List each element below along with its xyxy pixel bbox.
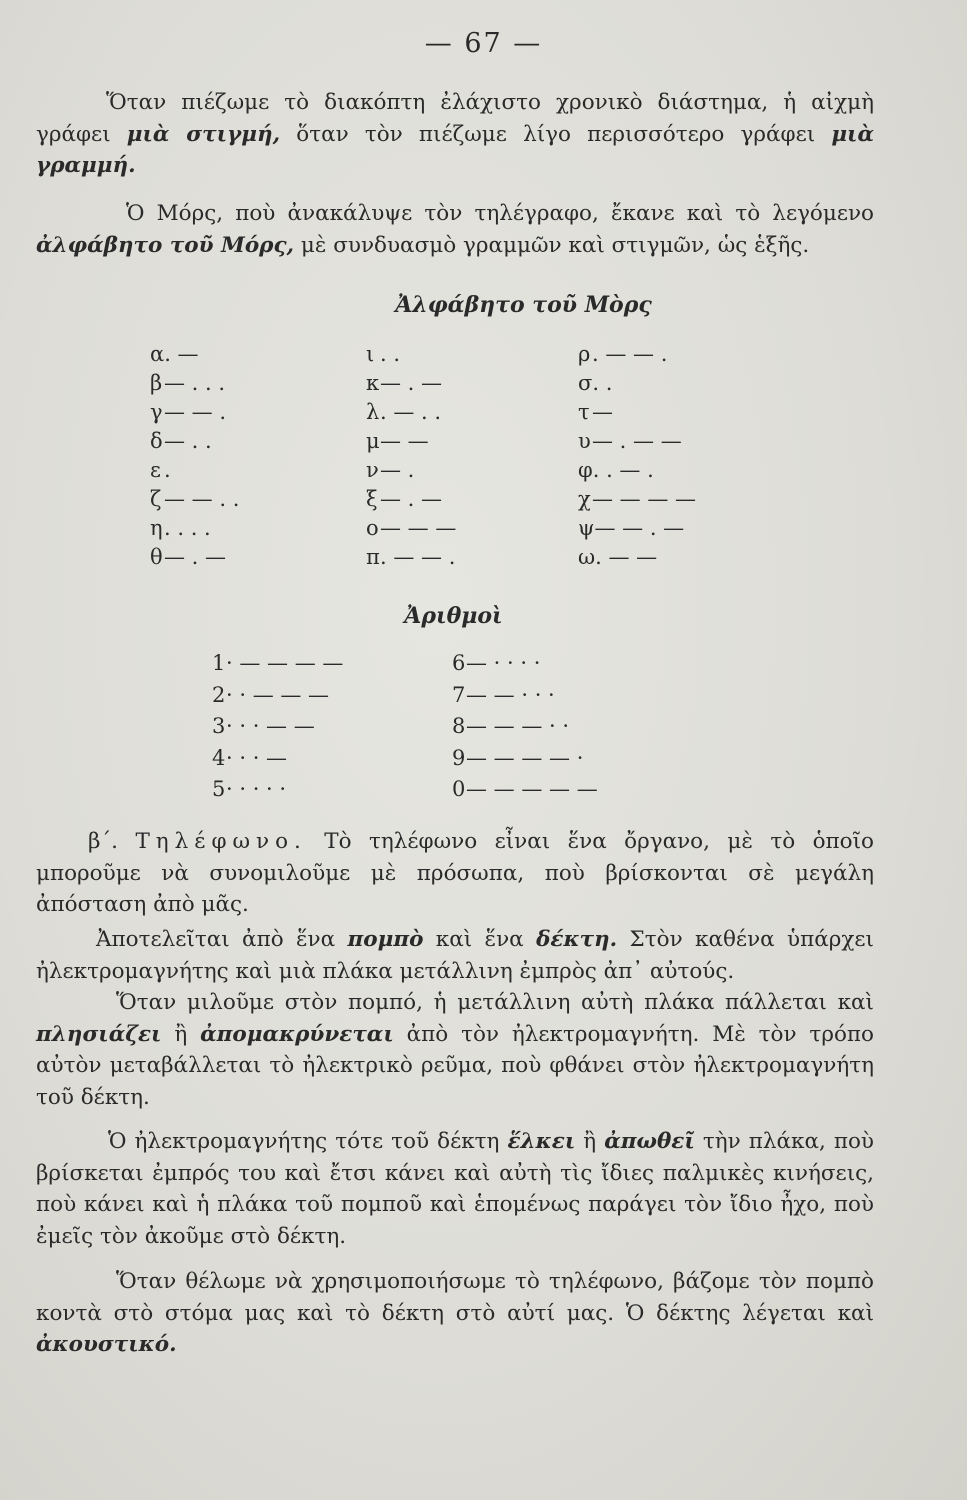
number-row bbox=[452, 680, 598, 712]
morse-letter: ι bbox=[366, 342, 375, 366]
number-code: · — — — — bbox=[226, 651, 344, 675]
morse-letter: ψ bbox=[578, 516, 595, 540]
number-code: — — — — · bbox=[466, 745, 584, 770]
emphasis-attracts: ἕλκει bbox=[507, 1129, 576, 1154]
morse-code: — . . . bbox=[164, 371, 226, 395]
morse-code: — . bbox=[380, 458, 415, 482]
paragraph-morse-intro bbox=[36, 198, 874, 261]
numbers-column-2 bbox=[452, 648, 598, 806]
paragraph-text: ἀπὸ τὸν ἠλεκτρομαγνήτη. Μὲ τὸν τρόπο αὐτὸν μεταβάλλεται τὸ ἠλεκτρικὸ ρεῦμα, ποὺ φθάνει στὸν ἠλεκτρομαγνήτη τοῦ δέκτη. bbox=[36, 1021, 874, 1110]
morse-code: — . — — bbox=[592, 429, 682, 453]
morse-code: — . . bbox=[164, 429, 212, 453]
morse-row bbox=[578, 485, 696, 514]
morse-row bbox=[578, 427, 696, 456]
number-row bbox=[452, 743, 598, 775]
paragraph-text: Ἀποτελεῖται ἀπὸ ἕνα bbox=[96, 927, 348, 952]
morse-code: — — . — bbox=[594, 516, 685, 540]
morse-row bbox=[366, 398, 456, 427]
morse-code: — bbox=[592, 400, 613, 424]
morse-letter: ρ bbox=[578, 342, 591, 366]
number-code: — — — — — bbox=[466, 777, 598, 801]
paragraph-telegraph-dots bbox=[36, 87, 874, 182]
number-digit: 4 bbox=[212, 745, 226, 770]
section-title: Τηλέφωνο. bbox=[135, 829, 307, 854]
morse-row bbox=[366, 340, 456, 369]
number-row bbox=[452, 648, 598, 680]
paragraph-text: ὅταν τὸν πιέζωμε λίγο περισσότερο γράφει bbox=[280, 121, 832, 147]
morse-code: . . . . bbox=[164, 516, 211, 540]
number-row bbox=[452, 774, 598, 806]
emphasis-recedes: ἀπομακρύνεται bbox=[200, 1021, 394, 1047]
morse-code: — . — bbox=[164, 545, 227, 569]
morse-row bbox=[150, 456, 239, 485]
morse-row bbox=[366, 543, 456, 572]
morse-code: — . — bbox=[380, 371, 443, 395]
number-code: — — · · · bbox=[466, 682, 555, 707]
morse-letter: μ bbox=[366, 429, 380, 453]
morse-row bbox=[150, 427, 239, 456]
number-code: · · · — bbox=[226, 745, 288, 770]
number-digit: 2 bbox=[212, 682, 226, 707]
number-row bbox=[212, 774, 343, 806]
number-row bbox=[452, 711, 598, 743]
morse-letter: σ bbox=[578, 371, 593, 395]
emphasis-dot: μιὰ στιγμή, bbox=[126, 121, 281, 147]
paragraph-text: Ὁ ἠλεκτρομαγνήτης τότε τοῦ δέκτη bbox=[108, 1129, 508, 1154]
morse-row bbox=[578, 398, 696, 427]
morse-column-1 bbox=[150, 340, 239, 572]
section-label: β΄. bbox=[88, 829, 119, 854]
morse-letter: ω bbox=[578, 545, 596, 569]
morse-code: . — — . bbox=[380, 545, 456, 569]
paragraph-text: Ὅταν μιλοῦμε στὸν πομπό, ἡ μετάλλινη αὐτὴ πλάκα πάλλεται καὶ bbox=[116, 990, 874, 1015]
morse-letter: υ bbox=[578, 429, 591, 453]
morse-letter: δ bbox=[150, 429, 163, 453]
number-digit: 3 bbox=[212, 714, 226, 738]
morse-code: . . — . bbox=[592, 458, 654, 482]
emphasis-transmitter: πομπὸ bbox=[347, 927, 424, 952]
morse-code: — — . bbox=[164, 400, 227, 424]
paragraph-transmitter-operation bbox=[36, 987, 874, 1113]
morse-code: . — — bbox=[595, 545, 658, 569]
paragraph-text: Στὸν καθένα ὑπάρχει ἠλεκτρομαγνήτης καὶ μιὰ πλάκα μετάλλινη ἐμπρὸς ἀπ᾿ αὐτούς. bbox=[36, 927, 874, 984]
number-code: — — — · · bbox=[466, 714, 570, 738]
numbers-heading: Ἀριθμοὶ bbox=[404, 603, 503, 629]
paragraph-telephone-usage bbox=[36, 1266, 874, 1361]
morse-letter: λ bbox=[366, 400, 380, 424]
morse-row bbox=[578, 543, 696, 572]
morse-letter: ο bbox=[366, 516, 379, 540]
morse-row bbox=[150, 485, 239, 514]
morse-letter: θ bbox=[150, 545, 163, 569]
morse-letter: ξ bbox=[366, 487, 378, 511]
morse-code: . — — . bbox=[592, 342, 668, 366]
morse-letter: γ bbox=[150, 400, 163, 424]
paragraph-text: ἢ bbox=[575, 1129, 605, 1154]
paragraph-text: μὲ συνδυασμὸ γραμμῶν καὶ στιγμῶν, ὡς ἑξῆς. bbox=[294, 232, 810, 258]
number-digit: 7 bbox=[452, 682, 466, 707]
morse-letter: φ bbox=[578, 458, 593, 482]
morse-row bbox=[366, 369, 456, 398]
morse-row bbox=[578, 514, 696, 543]
morse-code: — — — — bbox=[592, 487, 697, 511]
paragraph-text: Τὸ τηλέφωνο εἶναι ἕνα ὄργανο, μὲ τὸ ὁποῖο μποροῦμε νὰ συνομιλοῦμε μὲ πρόσωπα, ποὺ βρίσκονται σὲ μεγάλη ἀπόσταση ἀπὸ μᾶς. bbox=[36, 829, 874, 917]
morse-letter: π bbox=[366, 545, 380, 569]
morse-code: . . bbox=[380, 342, 401, 366]
morse-row bbox=[578, 456, 696, 485]
morse-letter: ν bbox=[366, 458, 379, 482]
number-digit: 5 bbox=[212, 777, 226, 801]
morse-row bbox=[150, 340, 239, 369]
paragraph-text: καὶ ἕνα bbox=[423, 927, 537, 952]
paragraph-text: Ὁ Μόρς, ποὺ ἀνακάλυψε τὸν τηλέγραφο, ἔκανε καὶ τὸ λεγόμενο bbox=[126, 201, 874, 226]
paragraph-text: ἢ bbox=[161, 1021, 201, 1047]
morse-letter: ε bbox=[150, 458, 161, 482]
morse-row bbox=[366, 514, 456, 543]
number-code: · · — — — bbox=[226, 682, 330, 707]
number-digit: 9 bbox=[452, 745, 466, 770]
emphasis-repels: ἀπωθεῖ bbox=[604, 1129, 695, 1154]
number-digit: 6 bbox=[452, 651, 466, 675]
paragraph-telephone-definition bbox=[36, 826, 874, 921]
numbers-column-1 bbox=[212, 648, 343, 806]
number-digit: 0 bbox=[452, 777, 466, 801]
morse-code: . — . . bbox=[380, 400, 442, 424]
number-row bbox=[212, 648, 343, 680]
paragraph-text: τὴν πλάκα, ποὺ βρίσκεται ἐμπρός του καὶ ἔτσι κάνει καὶ αὐτὴ τὶς ἴδιες παλμικὲς κινήσεις, ποὺ κάνει καὶ ἡ πλάκα τοῦ πομποῦ καὶ ἑπομένως παράγει τὸν ἴδιο ἦχο, ποὺ ἐμεῖς τὸν ἀκοῦμε στὸ δέκτη. bbox=[36, 1129, 874, 1249]
morse-code: — — bbox=[380, 429, 429, 453]
number-row bbox=[212, 680, 343, 712]
morse-letter: ζ bbox=[150, 487, 162, 511]
number-code: — · · · · bbox=[466, 651, 541, 675]
paragraph-telephone-parts bbox=[36, 924, 874, 987]
morse-row bbox=[150, 398, 239, 427]
emphasis-earpiece: ἀκουστικό. bbox=[36, 1332, 177, 1357]
morse-code: . . bbox=[592, 371, 613, 395]
paragraph-text: Ὅταν πιέζωμε τὸ διακόπτη ἐλάχιστο χρονικὸ διάστημα, ἡ αἰχμὴ γράφει bbox=[36, 90, 874, 147]
morse-letter: τ bbox=[578, 400, 590, 424]
morse-row bbox=[150, 543, 239, 572]
emphasis-morse-alphabet: ἀλφάβητο τοῦ Μόρς, bbox=[36, 232, 295, 258]
morse-row bbox=[578, 340, 696, 369]
number-row bbox=[212, 743, 343, 775]
morse-row bbox=[150, 369, 239, 398]
morse-row bbox=[366, 427, 456, 456]
page-number: — 67 — bbox=[424, 28, 543, 59]
number-row bbox=[212, 711, 343, 743]
morse-code: . bbox=[164, 458, 171, 482]
morse-letter: κ bbox=[366, 371, 380, 395]
morse-code: . — bbox=[164, 342, 199, 366]
number-code: · · · · · bbox=[226, 777, 287, 801]
morse-code: — — — bbox=[380, 516, 457, 540]
morse-row bbox=[366, 456, 456, 485]
paragraph-receiver-operation bbox=[36, 1126, 874, 1252]
morse-column-3 bbox=[578, 340, 696, 572]
paragraph-text: Ὅταν θέλωμε νὰ χρησιμοποιήσωμε τὸ τηλέφωνο, βάζομε τὸν πομπὸ κοντὰ στὸ στόμα μας καὶ τὸ δέκτη στὸ αὐτί μας. Ὁ δέκτης λέγεται καὶ bbox=[36, 1269, 874, 1326]
emphasis-approaches: πλησιάζει bbox=[36, 1021, 162, 1047]
emphasis-line: μιὰ γραμμή. bbox=[36, 121, 874, 178]
morse-letter: η bbox=[150, 516, 163, 540]
morse-letter: α bbox=[150, 342, 165, 366]
morse-row bbox=[150, 514, 239, 543]
morse-row bbox=[578, 369, 696, 398]
morse-code: — . — bbox=[380, 487, 443, 511]
number-digit: 1 bbox=[212, 651, 226, 675]
number-code: · · · — — bbox=[226, 714, 315, 738]
morse-column-2 bbox=[366, 340, 456, 572]
emphasis-receiver: δέκτη. bbox=[536, 927, 618, 952]
number-digit: 8 bbox=[452, 714, 466, 738]
morse-alphabet-heading: Ἀλφάβητο τοῦ Μὸρς bbox=[395, 292, 652, 318]
morse-code: — — . . bbox=[164, 487, 240, 511]
morse-row bbox=[366, 485, 456, 514]
morse-letter: χ bbox=[578, 487, 591, 511]
morse-letter: β bbox=[150, 371, 163, 395]
